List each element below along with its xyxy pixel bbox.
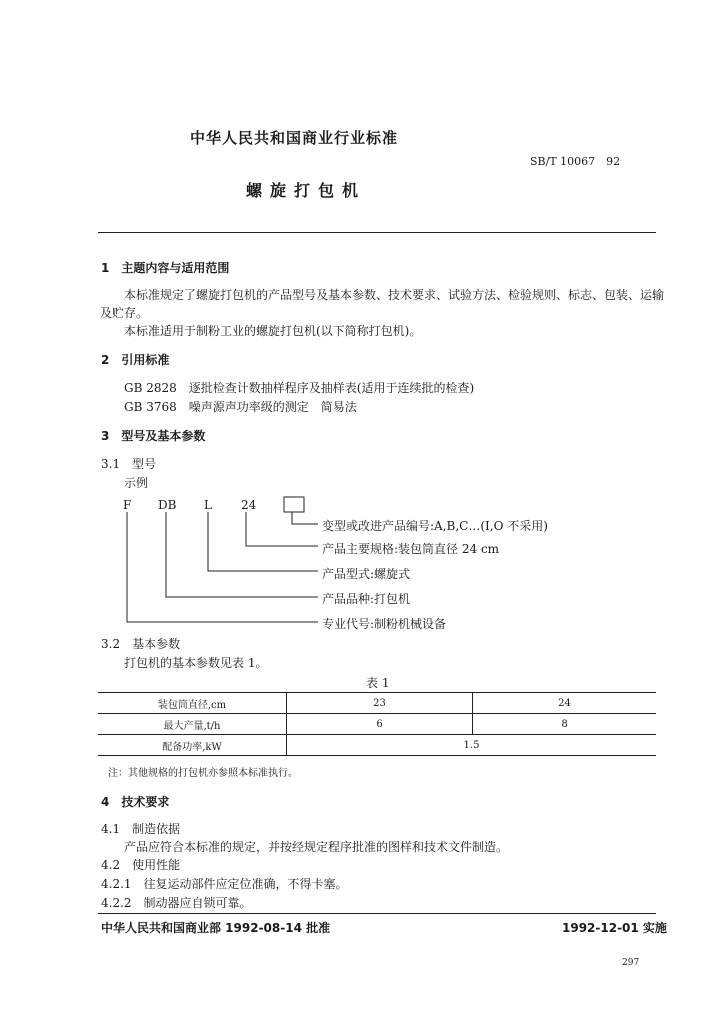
- table-cell: 1.5: [287, 735, 657, 756]
- callout-type: 产品型式:螺旋式: [322, 567, 411, 581]
- table-cell: 最大产量,t/h: [98, 714, 287, 735]
- section-1-para-1-cont: 及贮存。: [100, 306, 149, 320]
- doc-title: 螺旋打包机: [246, 181, 367, 200]
- table-row: [98, 714, 656, 735]
- subsection-3-1: 3.1 型号: [101, 457, 157, 471]
- callout-series: 专业代号:制粉机械设备: [322, 617, 447, 631]
- table-row: [98, 693, 656, 714]
- callout-spec: 产品主要规格:装包筒直径 24 cm: [322, 542, 500, 556]
- approval-line: 中华人民共和国商业部 1992-08-14 批准: [101, 921, 331, 935]
- callout-variant: 变型或改进产品编号:A,B,C…(I,O 不采用): [322, 519, 548, 533]
- model-part-type: L: [204, 498, 212, 512]
- section-1-para-1: 本标准规定了螺旋打包机的产品型号及基本参数、技术要求、试验方法、检验规则、标志、包装、运输: [124, 288, 665, 302]
- page-number: 297: [622, 958, 640, 968]
- org-title: 中华人民共和国商业行业标准: [190, 129, 399, 147]
- subsection-4-1: 4.1 制造依据: [101, 822, 181, 836]
- section-3-heading: 3 型号及基本参数: [101, 429, 206, 443]
- table-cell: 配备功率,kW: [98, 735, 287, 756]
- leader-lines: [127, 512, 318, 622]
- subsection-4-2-2: 4.2.2 制动器应自锁可靠。: [101, 896, 252, 910]
- table-cell: 6: [287, 714, 473, 735]
- section-1-para-2: 本标准适用于制粉工业的螺旋打包机(以下简称打包机)。: [124, 324, 422, 338]
- subsection-4-2-1: 4.2.1 往复运动部件应定位准确，不得卡塞。: [101, 877, 348, 891]
- table-cell: 8: [473, 714, 657, 735]
- section-2-heading: 2 引用标准: [101, 353, 170, 367]
- model-part-series: F: [123, 498, 132, 512]
- section-1-heading: 1 主题内容与适用范围: [101, 261, 230, 275]
- table-caption: 表 1: [366, 676, 390, 690]
- params-text: 打包机的基本参数见表 1。: [124, 656, 268, 670]
- reference-gb2828: GB 2828 逐批检查计数抽样程序及抽样表(适用于连续批的检查): [124, 381, 475, 395]
- standard-code: SB/T 10067 92: [530, 155, 621, 168]
- model-part-variety: DB: [158, 498, 177, 512]
- subsection-4-2: 4.2 使用性能: [101, 858, 181, 872]
- parameters-table: [98, 692, 656, 756]
- table-note: 注：其他规格的打包机亦参照本标准执行。: [108, 768, 298, 779]
- table-cell: 装包筒直径,cm: [98, 693, 287, 714]
- table-cell: 23: [287, 693, 473, 714]
- table-cell: 24: [473, 693, 657, 714]
- model-part-spec: 24: [241, 498, 257, 512]
- subsection-3-2: 3.2 基本参数: [101, 637, 181, 651]
- callout-variety: 产品品种:打包机: [322, 592, 411, 606]
- subsection-4-1-text: 产品应符合本标准的规定，并按经规定程序批准的图样和技术文件制造。: [124, 840, 509, 854]
- footer-rule: [98, 913, 656, 914]
- table-row: [98, 735, 656, 756]
- section-4-heading: 4 技术要求: [101, 795, 170, 809]
- effective-line: 1992-12-01 实施: [562, 921, 667, 935]
- reference-gb3768: GB 3768 噪声源声功率级的测定 简易法: [124, 400, 357, 414]
- variant-code-box: [284, 497, 304, 512]
- example-label: 示例: [124, 476, 149, 490]
